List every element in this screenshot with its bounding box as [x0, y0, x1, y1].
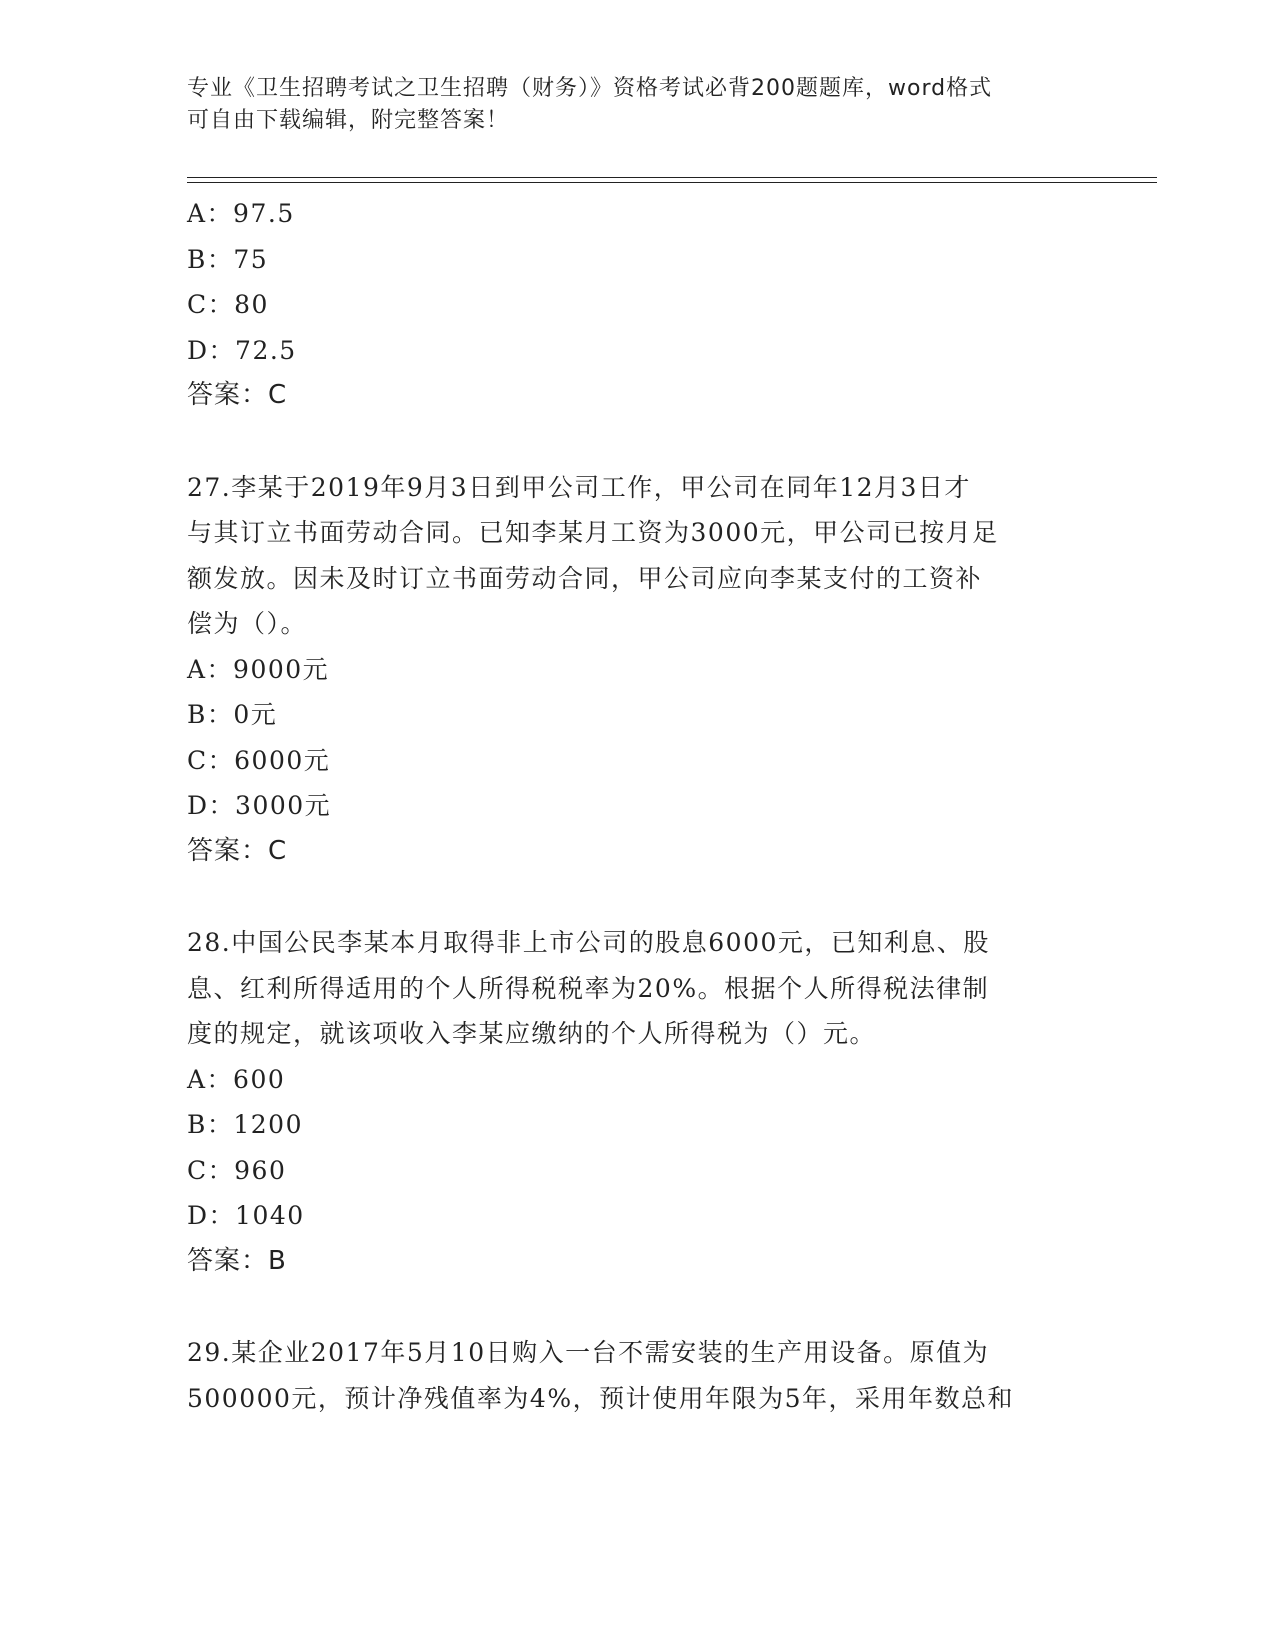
question-stem-line: 息、红利所得适用的个人所得税税率为20%。根据个人所得税法律制 — [187, 973, 990, 1003]
option-d: D：1040 — [187, 1201, 305, 1230]
option-a: A：600 — [187, 1064, 286, 1094]
answer: 答案：B — [187, 1245, 287, 1276]
header-divider-bottom — [187, 182, 1157, 183]
question-26 — [187, 191, 1077, 419]
question-stem-line: 29.某企业2017年5月10日购入一台不需安装的生产用设备。原值为 — [187, 1338, 990, 1367]
answer: 答案：C — [187, 835, 288, 866]
header-divider-top — [187, 177, 1157, 178]
option-a: A：97.5 — [187, 199, 295, 228]
option-c: C：80 — [187, 290, 269, 319]
question-stem-line: 28.中国公民李某本月取得非上市公司的股息6000元，已知利息、股 — [187, 928, 990, 957]
spacer — [187, 874, 1077, 920]
question-stem-line: 偿为（）。 — [187, 609, 308, 638]
question-stem-line: 度的规定，就该项收入李某应缴纳的个人所得税为（）元。 — [187, 1019, 877, 1048]
header-line-1: 专业《卫生招聘考试之卫生招聘（财务）》资格考试必背200题题库，word格式 — [187, 76, 993, 101]
option-a: A：9000元 — [187, 654, 330, 684]
question-stem-line: 500000元，预计净残值率为4%，预计使用年限为5年，采用年数总和 — [187, 1383, 1015, 1413]
option-d: D：3000元 — [187, 791, 332, 820]
answer: 答案：C — [187, 380, 288, 410]
question-29 — [187, 1330, 1077, 1421]
option-d: D：72.5 — [187, 335, 297, 365]
question-28 — [187, 920, 1077, 1284]
question-stem-line: 27.李某于2019年9月3日到甲公司工作，甲公司在同年12月3日才 — [187, 472, 971, 502]
option-c: C：6000元 — [187, 745, 331, 775]
spacer — [187, 419, 1077, 465]
question-stem-line: 额发放。因未及时订立书面劳动合同，甲公司应向李某支付的工资补 — [187, 563, 983, 593]
option-c: C：960 — [187, 1155, 287, 1185]
question-stem-line: 与其订立书面劳动合同。已知李某月工资为3000元，甲公司已按月足 — [187, 518, 999, 547]
page-header — [187, 73, 1087, 137]
question-content — [187, 191, 1077, 1421]
option-b: B：75 — [187, 244, 269, 274]
spacer — [187, 1284, 1077, 1330]
option-b: B：1200 — [187, 1110, 303, 1139]
question-27 — [187, 465, 1077, 875]
header-line-2: 可自由下载编辑，附完整答案！ — [187, 108, 510, 133]
option-b: B：0元 — [187, 700, 278, 729]
